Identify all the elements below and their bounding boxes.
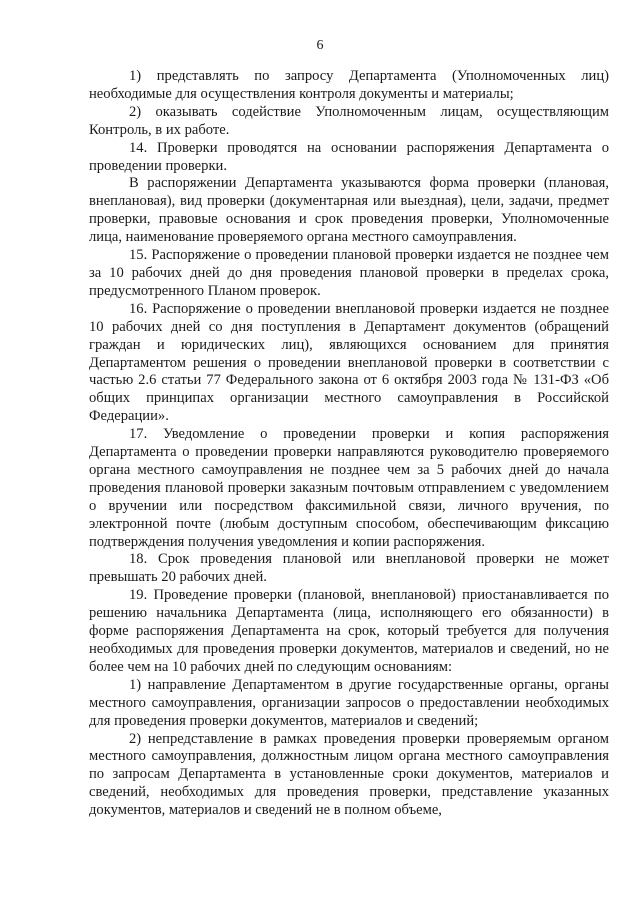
page-number: 6 [316,38,324,53]
paragraph-item-2: 2) оказывать содействие Уполномоченным лицам, осуществляющим Контроль, в их работе. [89,103,609,138]
paragraph-clause-14: 14. Проверки проводятся на основании распоряжения Департамента о проведении проверки. [89,139,609,174]
paragraph-clause-16: 16. Распоряжение о проведении внеплановой проверки издается не позднее 10 рабочих дней со дня поступления в Департамент документов (обращений граждан и юридических лиц), являющихся основанием для принятия Департаментом решения о проведении внеплановой проверки в соответствии с частью 2.6 статьи 77 Федерального закона от 6 октября 2003 года № 131-ФЗ «Об общих принципах организации местного самоуправления в Российской Федерации». [89,300,609,425]
paragraph-ground-2: 2) непредставление в рамках проведения проверки проверяемым органом местного самоуправления, должностным лицом органа местного самоуправления по запросам Департамента в установленные сроки документов, материалов и сведений, необходимых для проведения проверки, представление указанных документов, материалов и сведений не в полном объеме, [89,730,609,819]
paragraph-clause-19: 19. Проведение проверки (плановой, внеплановой) приостанавливается по решению начальника Департамента (лица, исполняющего его обязанности) в форме распоряжения Департамента на срок, который требуется для получения необходимых для проведения проверки документов, материалов и сведений, но не более чем на 10 рабочих дней по следующим основаниям: [89,587,609,675]
paragraph-clause-17: 17. Уведомление о проведении проверки и копия распоряжения Департамента о проведении проверки направляются руководителю проверяемого органа местного самоуправления не позднее чем за 5 рабочих дней до начала проведения плановой проверки заказным почтовым отправлением с уведомлением о вручении или посредством факсимильной связи, личного вручения, по электронной почте (любым доступным способом, обеспечивающим фиксацию подтверждения получения уведомления и копии распоряжения. [89,426,609,550]
paragraph-clause-15: 15. Распоряжение о проведении плановой проверки издается не позднее чем за 10 рабочих дней до дня проведения плановой проверки в пределах срока, предусмотренного Планом проверок. [89,247,609,299]
paragraph-clause-18: 18. Срок проведения плановой или внеплановой проверки не может превышать 20 рабочих дней. [89,551,609,586]
paragraph-ground-1: 1) направление Департаментом в другие государственные органы, органы местного самоуправления, организации запросов о предоставлении необходимых для проведения проверки документов, материалов и сведений; [89,676,609,729]
paragraph-item-1: 1) представлять по запросу Департамента (Уполномоченных лиц) необходимые для осуществления контроля документы и материалы; [89,68,609,102]
paragraph-order-contents: В распоряжении Департамента указываются форма проверки (плановая, внеплановая), вид проверки (документарная или выездная), цели, задачи, предмет проверки, правовые основания и срок проведения проверки, Уполномоченные лица, наименование проверяемого органа местного самоуправления. [89,175,609,246]
document-body [89,68,609,820]
